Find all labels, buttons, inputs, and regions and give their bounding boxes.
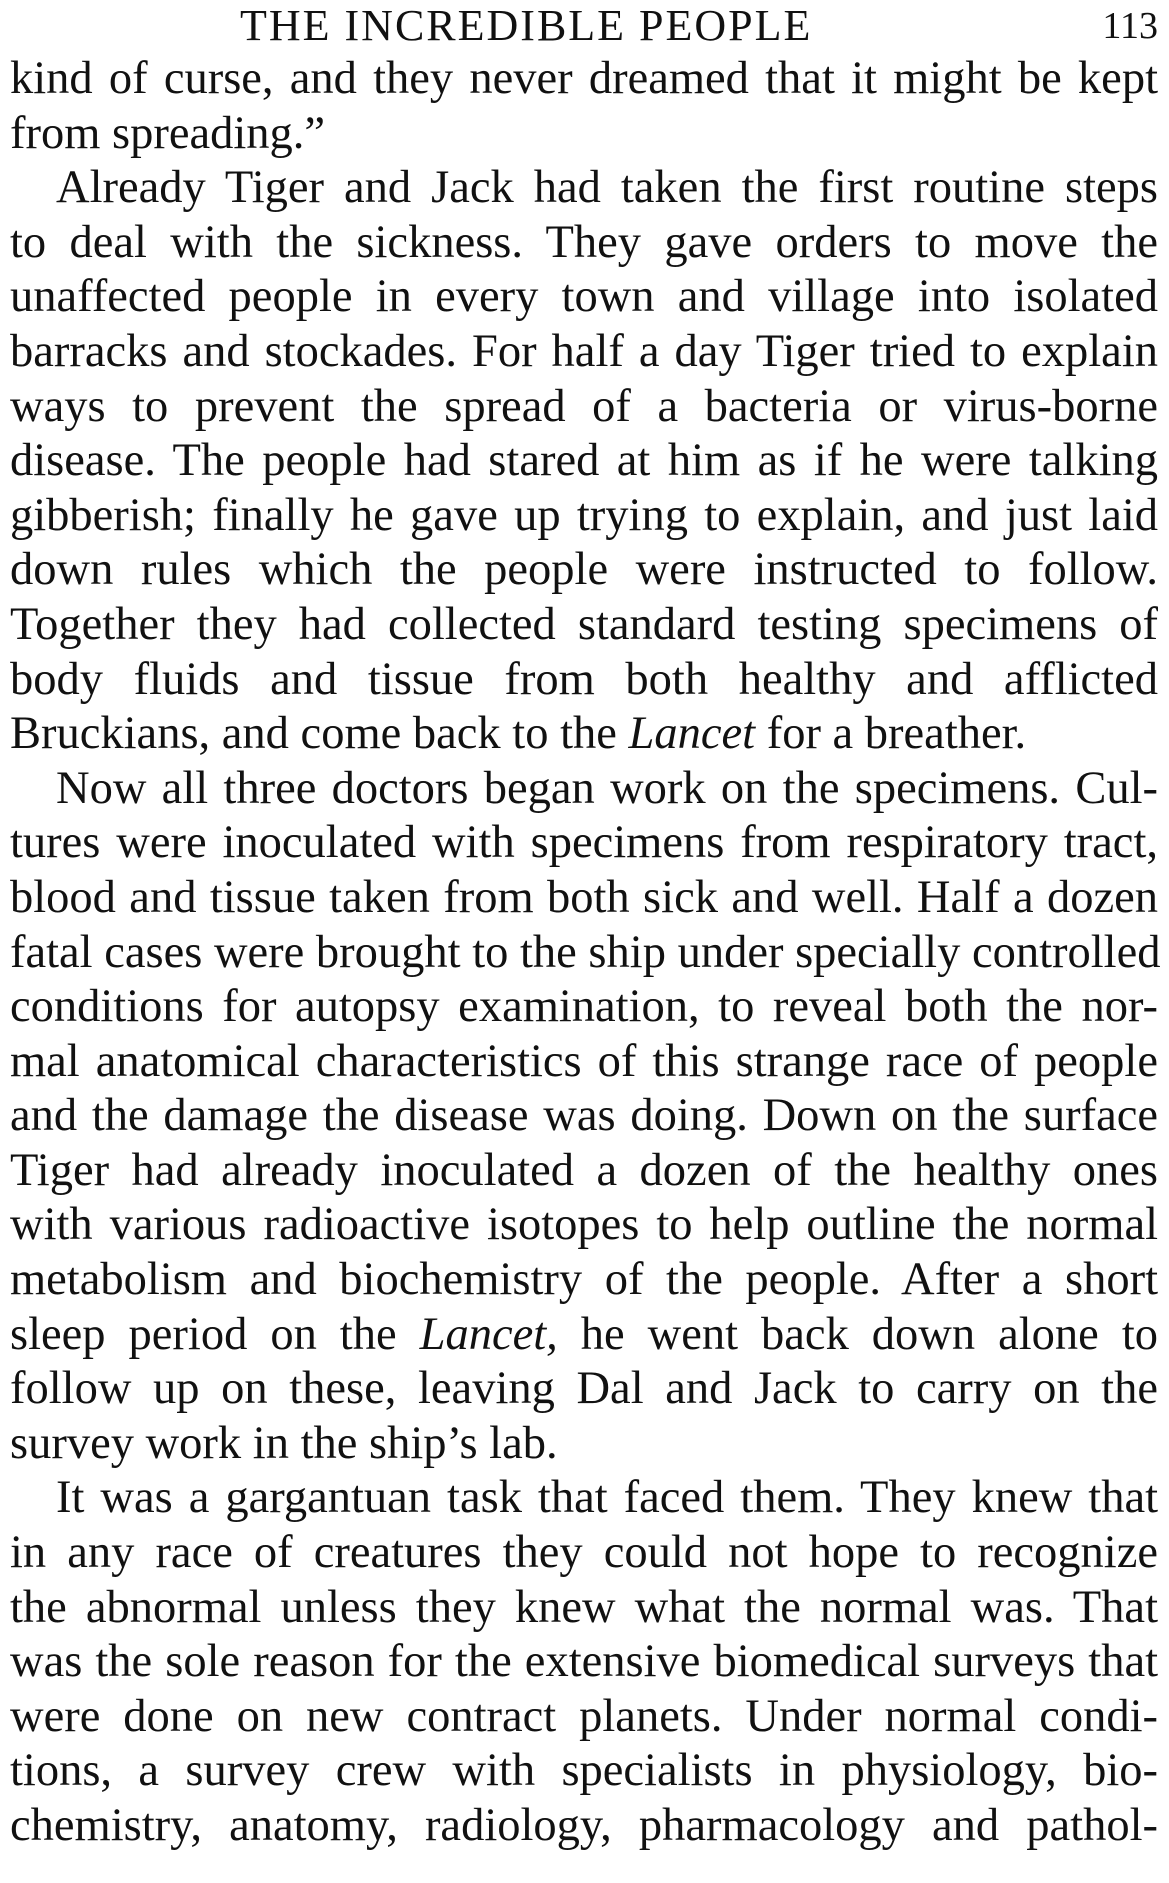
text-line: and the damage the disease was doing. Down on the surface <box>10 1090 1158 1142</box>
text-line: to deal with the sickness. They gave orders to move the <box>10 216 1158 268</box>
text-line: tures were inoculated with specimens from respiratory tract, <box>10 817 1158 869</box>
text-line: chemistry, anatomy, radiology, pharmacology and pathol- <box>10 1800 1158 1851</box>
text-line: Together they had collected standard testing specimens of <box>10 598 1158 650</box>
text-line: It was a gargantuan task that faced them. They knew that <box>56 1472 1158 1524</box>
paragraph <box>10 161 1158 762</box>
text-line: barracks and stockades. For half a day Tiger tried to explain <box>10 325 1158 377</box>
text-line: conditions for autopsy examination, to reveal both the nor- <box>10 981 1158 1033</box>
text-line: follow up on these, leaving Dal and Jack to carry on the <box>10 1363 1158 1415</box>
paragraph <box>10 52 1158 161</box>
book-page <box>10 0 1161 1854</box>
text-line: kind of curse, and they never dreamed that it might be kept <box>10 53 1158 104</box>
text-line: disease. The people had stared at him as if he were talking <box>10 435 1158 487</box>
text-line: Bruckians, and come back to the Lancet for a breather. <box>10 708 1027 760</box>
text-line: metabolism and biochemistry of the people. After a short <box>10 1254 1158 1306</box>
paragraph <box>10 762 1161 1472</box>
text-line: tions, a survey crew with specialists in physiology, bio- <box>10 1745 1158 1797</box>
text-line: down rules which the people were instructed to follow. <box>10 544 1158 596</box>
text-line: Now all three doctors began work on the specimens. Cul- <box>56 762 1158 814</box>
text-line: in any race of creatures they could not hope to recognize <box>10 1527 1158 1579</box>
text-line: the abnormal unless they knew what the normal was. That <box>10 1581 1158 1633</box>
italic-text: Lancet, <box>419 1308 558 1360</box>
running-head <box>10 0 1158 52</box>
text-line: mal anatomical characteristics of this strange race of people <box>10 1035 1158 1087</box>
text-line: gibberish; finally he gave up trying to explain, and just laid <box>10 489 1158 541</box>
running-title: THE INCREDIBLE PEOPLE <box>240 1 813 50</box>
text-line: were done on new contract planets. Under normal condi- <box>10 1690 1158 1742</box>
text-line: survey work in the ship’s lab. <box>10 1417 558 1469</box>
text-line: from spreading.” <box>10 107 326 159</box>
page-number: 113 <box>1102 5 1158 47</box>
text-line: ways to prevent the spread of a bacteria or virus-borne <box>10 380 1158 432</box>
text-line: with various radioactive isotopes to help outline the normal <box>10 1199 1158 1251</box>
text-line: fatal cases were brought to the ship under specially controlled <box>10 926 1161 978</box>
text-line: body fluids and tissue from both healthy and afflicted <box>10 653 1158 705</box>
text-line: sleep period on the Lancet, he went back down alone to <box>10 1308 1158 1360</box>
text-line: was the sole reason for the extensive biomedical surveys that <box>10 1636 1158 1688</box>
text-line: Already Tiger and Jack had taken the first routine steps <box>56 162 1158 214</box>
text-line: Tiger had already inoculated a dozen of the healthy ones <box>10 1144 1158 1196</box>
text-line: blood and tissue taken from both sick and well. Half a dozen <box>10 871 1158 923</box>
italic-text: Lancet <box>628 708 756 760</box>
text-line: unaffected people in every town and village into isolated <box>10 271 1158 323</box>
paragraph <box>10 1471 1158 1853</box>
body-text <box>10 52 1161 1854</box>
